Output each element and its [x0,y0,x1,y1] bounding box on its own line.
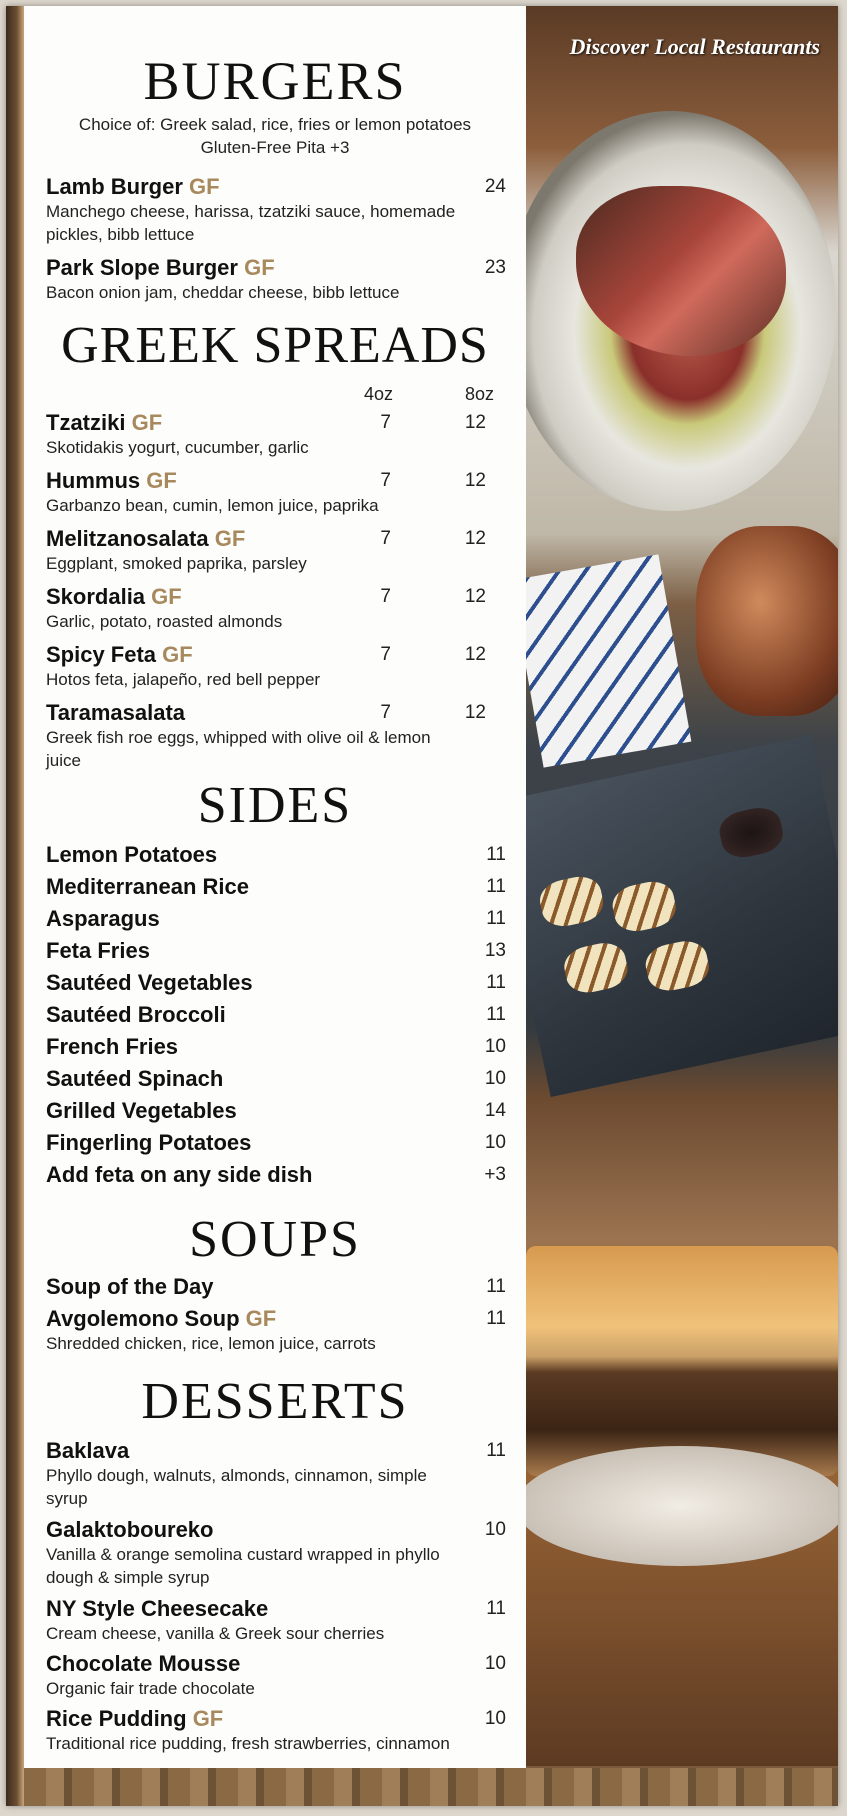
gf-badge: GF [189,174,220,199]
menu-item-sauteed-broccoli [46,1002,506,1028]
menu-item-baklava [46,1438,506,1510]
copper-pot-image [696,526,838,716]
section-title-sides: SIDES [197,777,353,834]
item-name: Taramasalata [46,700,186,725]
item-description: Manchego cheese, harissa, tzatziki sauce, homemade [46,202,456,221]
baklava-image [526,1246,838,1476]
halloumi-slice [561,939,631,997]
item-description: Cream cheese, vanilla & Greek sour cherries [46,1624,385,1643]
item-name: Mediterranean Rice [46,874,249,899]
item-name: Feta Fries [46,938,150,963]
item-description: Bacon onion jam, cheddar cheese, bibb lettuce [46,283,400,302]
item-name: Park Slope Burger [46,255,238,280]
menu-item-chocolate-mousse [46,1651,506,1700]
item-name: Spicy Feta [46,642,157,667]
item-name: Chocolate Mousse [46,1651,241,1676]
menu-item-sauteed-vegetables [46,970,506,996]
menu-item-taramasalata [46,700,506,772]
menu-text-panel [24,6,526,1768]
scanned-menu-page [6,6,838,1806]
section-title-burgers: BURGERS [143,51,407,111]
burgers-choice-line: Choice of: Greek salad, rice, fries or lemon potatoes [78,115,472,134]
menu-item-ny-style-cheesecake [46,1596,506,1645]
watermark-text: Discover Local Restaurants [569,34,820,59]
item-price: 23 [484,257,506,278]
price-4oz: 7 [380,528,391,549]
menu-item-asparagus [46,906,506,932]
menu-item-lamb-burger [46,174,506,246]
item-description: pickles, bibb lettuce [46,225,195,244]
item-price: 11 [486,876,506,897]
menu-item-hummus [46,468,506,517]
item-price: 11 [486,1276,506,1297]
item-name: Add feta on any side dish [46,1162,313,1187]
striped-napkin-image [526,554,691,767]
item-name: Galaktoboureko [46,1517,214,1542]
menu-binding [6,6,24,1806]
size-header-8oz: 8oz [465,384,495,404]
price-4oz: 7 [380,644,391,665]
item-description: Skotidakis yogurt, cucumber, garlic [46,438,309,457]
size-header-4oz: 4oz [364,384,394,404]
item-price: 11 [486,1440,506,1461]
menu-item-spicy-feta [46,642,506,691]
food-photo-strip [526,6,838,1766]
item-price: 11 [486,844,506,865]
item-description: Garbanzo bean, cumin, lemon juice, paprika [46,496,379,515]
halloumi-slice [609,877,679,935]
item-price: 10 [484,1036,506,1057]
gf-badge: GF [214,526,246,551]
gf-badge: GF [244,255,275,280]
item-name: Hummus [46,468,141,493]
item-name: Soup of the Day [46,1274,214,1299]
item-price: 11 [486,908,506,929]
price-8oz: 12 [464,644,486,665]
item-name: French Fries [46,1034,179,1059]
price-8oz: 12 [464,702,486,723]
menu-item-avgolemono-soup [46,1306,506,1355]
wood-table-edge [24,1768,838,1806]
menu-item-melitzanosalata [46,526,506,575]
item-name: Avgolemono Soup [46,1306,240,1331]
menu-item-lemon-potatoes [46,842,506,868]
item-description: juice [46,751,81,770]
item-name: Lamb Burger [46,174,183,199]
price-8oz: 12 [464,412,486,433]
item-price: 10 [484,1653,506,1674]
item-name: Sautéed Vegetables [46,970,253,995]
item-name: Fingerling Potatoes [46,1130,252,1155]
item-description: Greek fish roe eggs, whipped with olive oil & lemon [46,728,431,747]
item-name: NY Style Cheesecake [46,1596,269,1621]
item-name: Lemon Potatoes [46,842,218,867]
item-description: dough & simple syrup [46,1568,210,1587]
section-title-desserts: DESSERTS [141,1373,409,1430]
gf-badge: GF [162,642,193,667]
item-description: syrup [46,1489,88,1508]
menu-item-grilled-vegetables [46,1098,506,1124]
price-8oz: 12 [464,470,486,491]
item-description: Organic fair trade chocolate [46,1679,255,1698]
item-name: Sautéed Broccoli [46,1002,226,1027]
item-price: 11 [486,972,506,993]
item-price: 11 [486,1004,506,1025]
item-name: Sautéed Spinach [46,1066,224,1091]
item-description: Garlic, potato, roasted almonds [46,612,283,631]
menu-item-tzatziki [46,410,506,459]
item-price: +3 [484,1164,506,1185]
menu-item-skordalia [46,584,506,633]
gf-badge: GF [245,1306,277,1331]
halloumi-slice [536,872,606,930]
item-name: Rice Pudding [46,1706,187,1731]
item-name: Baklava [46,1438,130,1463]
item-price: 14 [484,1100,506,1121]
item-description: Eggplant, smoked paprika, parsley [46,554,307,573]
item-price: 24 [484,176,506,197]
menu-item-french-fries [46,1034,506,1060]
menu-item-rice-pudding [46,1706,506,1755]
item-price: 11 [486,1308,506,1329]
section-title-soups: SOUPS [189,1211,361,1268]
item-price: 10 [484,1132,506,1153]
menu-item-galaktoboureko [46,1517,506,1589]
menu-item-soup-of-the-day [46,1274,506,1300]
item-name: Skordalia [46,584,146,609]
item-description: Vanilla & orange semolina custard wrapped in phyllo [46,1545,440,1564]
item-name: Grilled Vegetables [46,1098,237,1123]
item-name: Asparagus [46,906,160,931]
fig-image [716,804,786,862]
dessert-plate-image [526,1446,838,1566]
gf-badge: GF [192,1706,224,1731]
price-4oz: 7 [380,412,391,433]
item-description: Traditional rice pudding, fresh strawberries, cinnamon [46,1734,450,1753]
gf-badge: GF [146,468,177,493]
item-description: Phyllo dough, walnuts, almonds, cinnamon, simple [46,1466,427,1485]
menu-item-park-slope-burger [46,255,506,304]
price-4oz: 7 [380,702,391,723]
grilled-halloumi-tray-image [526,735,838,1097]
menu-item-sauteed-spinach [46,1066,506,1092]
item-price: 10 [484,1708,506,1729]
burgers-gf-pita-line: Gluten-Free Pita +3 [200,138,350,157]
menu-item-add-feta [46,1162,506,1188]
price-8oz: 12 [464,586,486,607]
section-title-greek-spreads: GREEK SPREADS [61,317,489,374]
item-description: Shredded chicken, rice, lemon juice, carrots [46,1334,376,1353]
item-price: 11 [486,1598,506,1619]
item-name: Melitzanosalata [46,526,209,551]
menu-item-mediterranean-rice [46,874,506,900]
menu-item-feta-fries [46,938,506,964]
item-price: 13 [484,940,506,961]
gf-badge: GF [151,584,182,609]
item-description: Hotos feta, jalapeño, red bell pepper [46,670,321,689]
gf-badge: GF [131,410,163,435]
price-4oz: 7 [380,470,391,491]
price-4oz: 7 [380,586,391,607]
halloumi-slice [642,937,712,995]
item-name: Tzatziki [46,410,126,435]
price-8oz: 12 [464,528,486,549]
menu-item-fingerling-potatoes [46,1130,506,1156]
item-price: 10 [484,1519,506,1540]
item-price: 10 [484,1068,506,1089]
